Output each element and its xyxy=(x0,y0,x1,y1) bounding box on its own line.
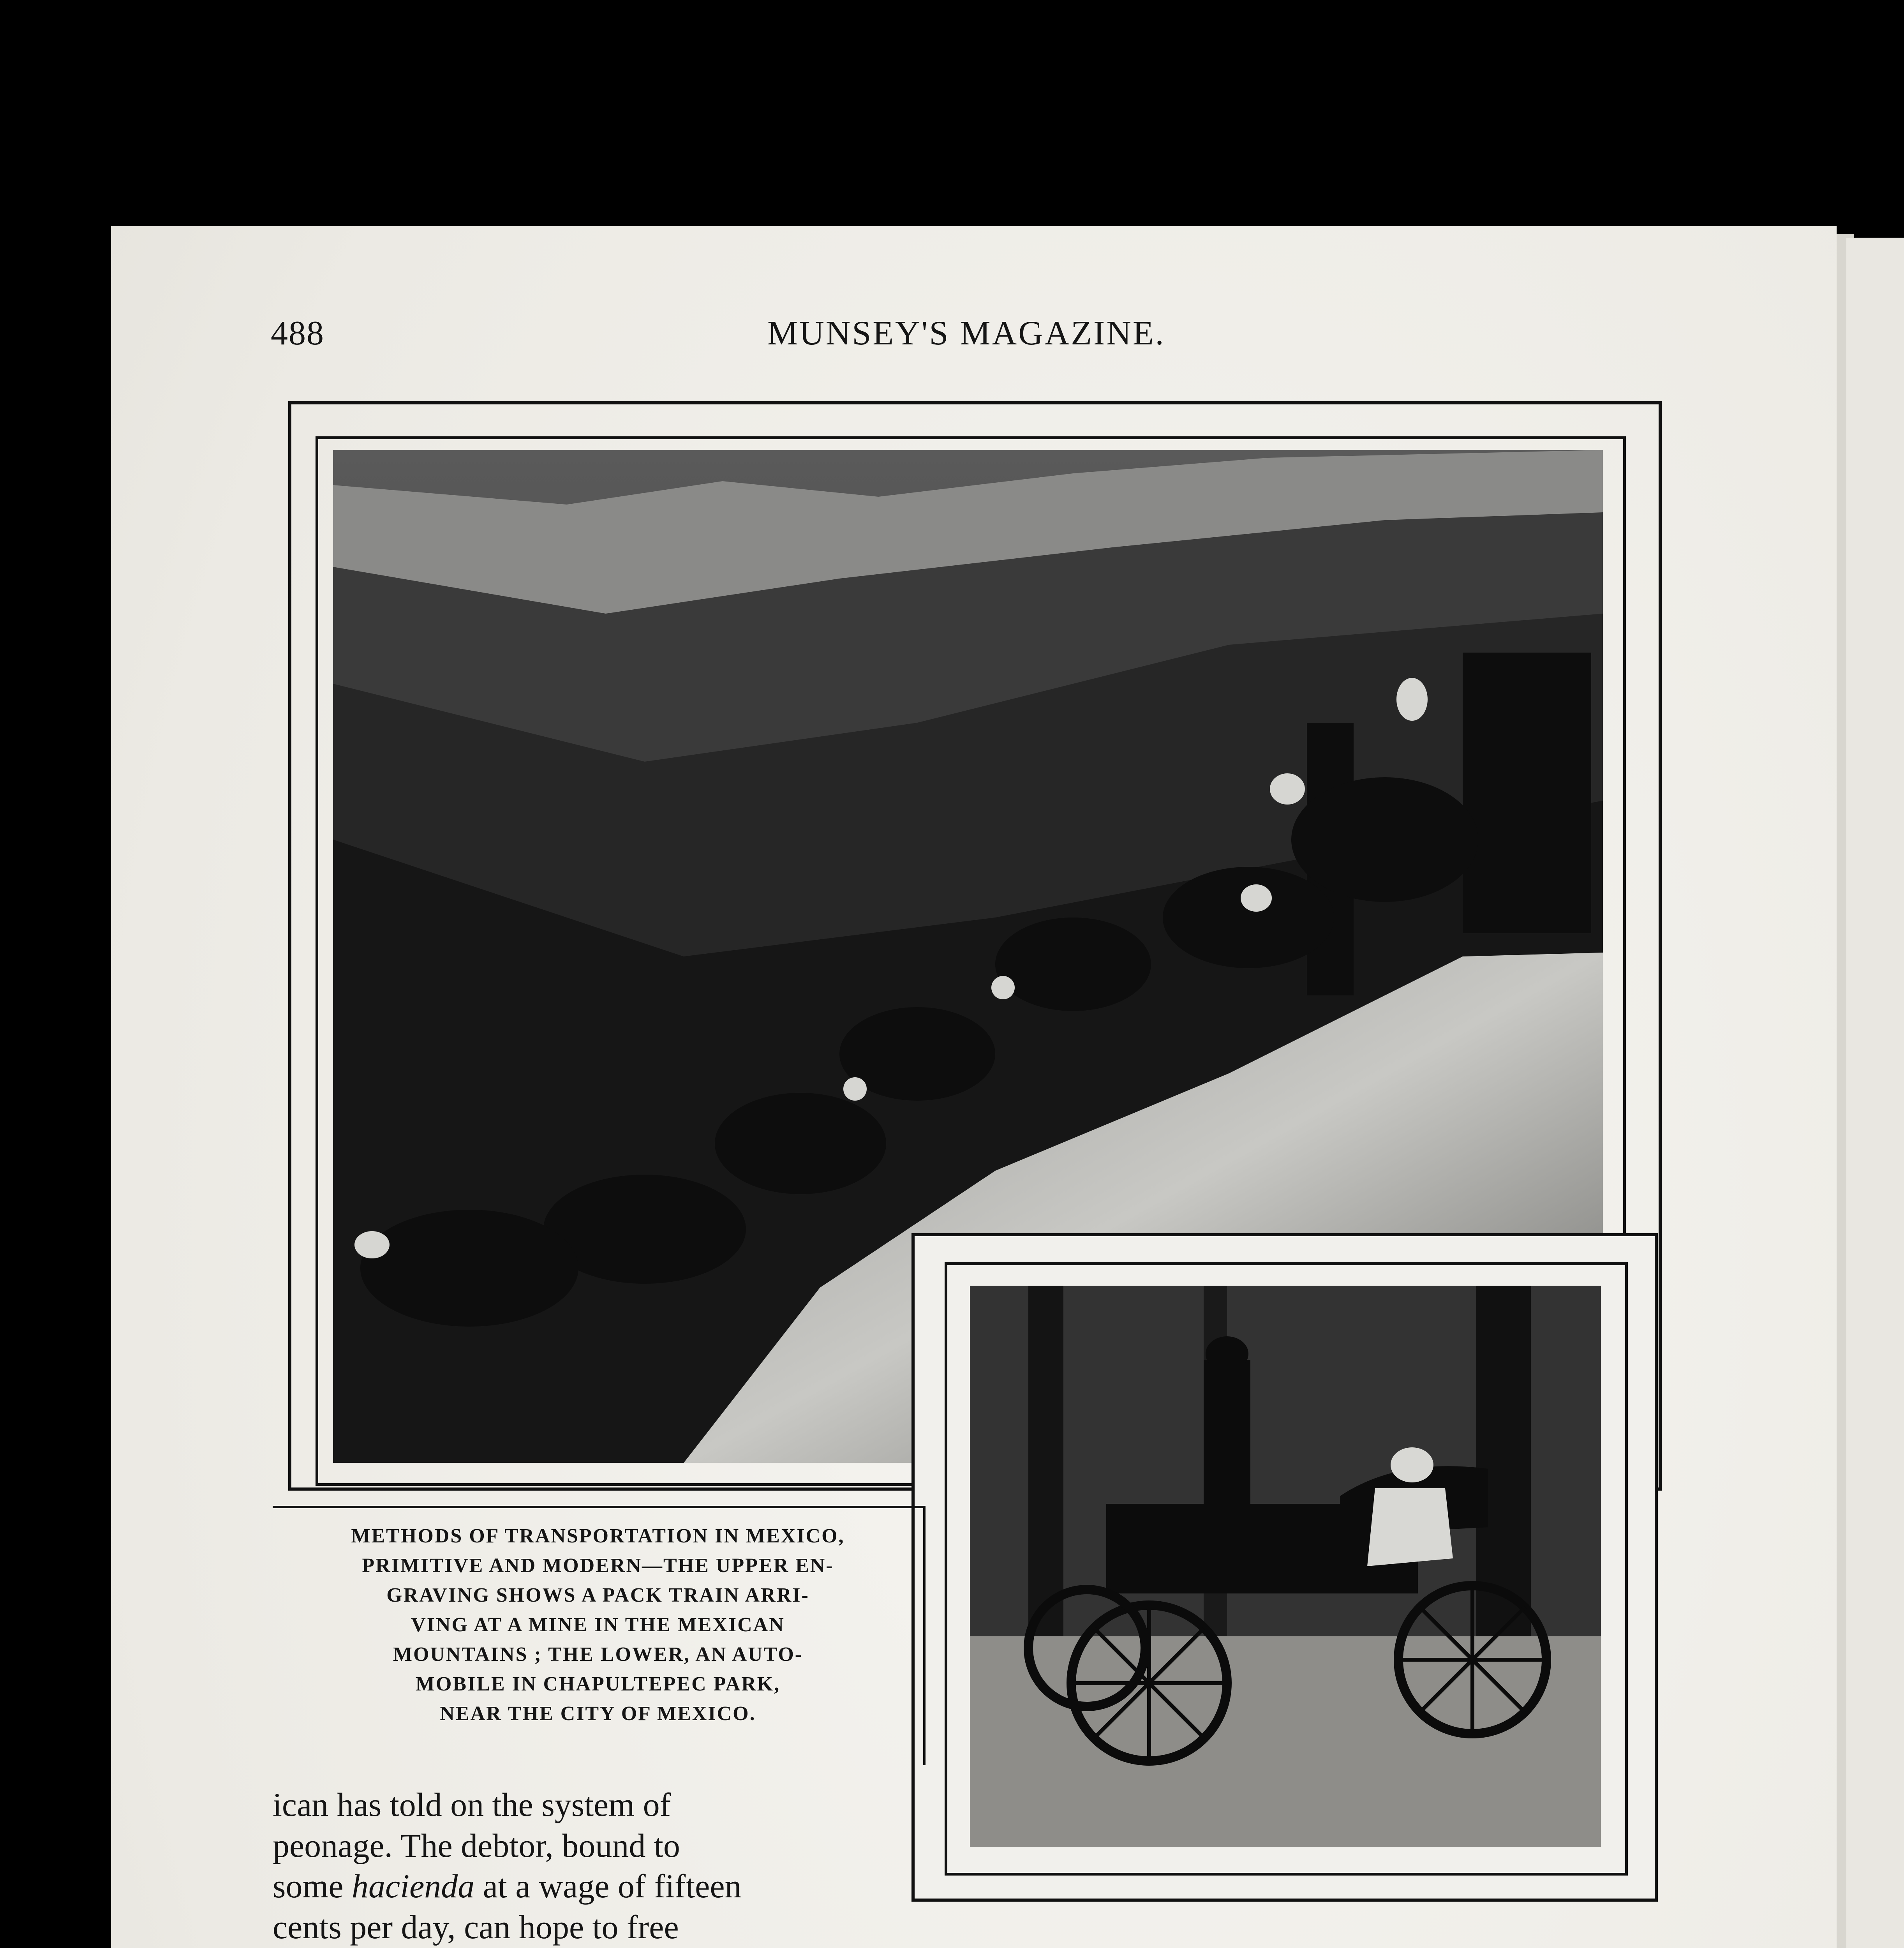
text-line: peonage. The debtor, bound to xyxy=(273,1826,680,1864)
caption-line: METHODS OF TRANSPORTATION IN MEXICO, xyxy=(351,1525,845,1547)
left-column-text xyxy=(273,1784,919,1948)
caption-line: NEAR THE CITY OF MEXICO. xyxy=(440,1703,756,1725)
automobile-illustration xyxy=(970,1286,1601,1847)
text-line: some hacienda at a wage of fifteen xyxy=(273,1867,742,1905)
caption-line: PRIMITIVE AND MODERN—THE UPPER EN- xyxy=(362,1555,834,1577)
photo-caption xyxy=(288,1521,908,1729)
caption-line: MOBILE IN CHAPULTEPEC PARK, xyxy=(415,1673,781,1695)
page-number: 488 xyxy=(271,314,324,352)
caption-line: VING AT A MINE IN THE MEXICAN xyxy=(411,1614,785,1636)
caption-line: GRAVING SHOWS A PACK TRAIN ARRI- xyxy=(386,1584,809,1606)
next-page-sliver xyxy=(1846,238,1904,1948)
automobile-photo xyxy=(970,1286,1601,1847)
text-line: cents per day, can hope to free xyxy=(273,1908,679,1946)
magazine-title: MUNSEY'S MAGAZINE. xyxy=(767,314,1165,352)
text-line: ican has told on the system of xyxy=(273,1786,671,1823)
caption-line: MOUNTAINS ; THE LOWER, AN AUTO- xyxy=(393,1643,803,1666)
